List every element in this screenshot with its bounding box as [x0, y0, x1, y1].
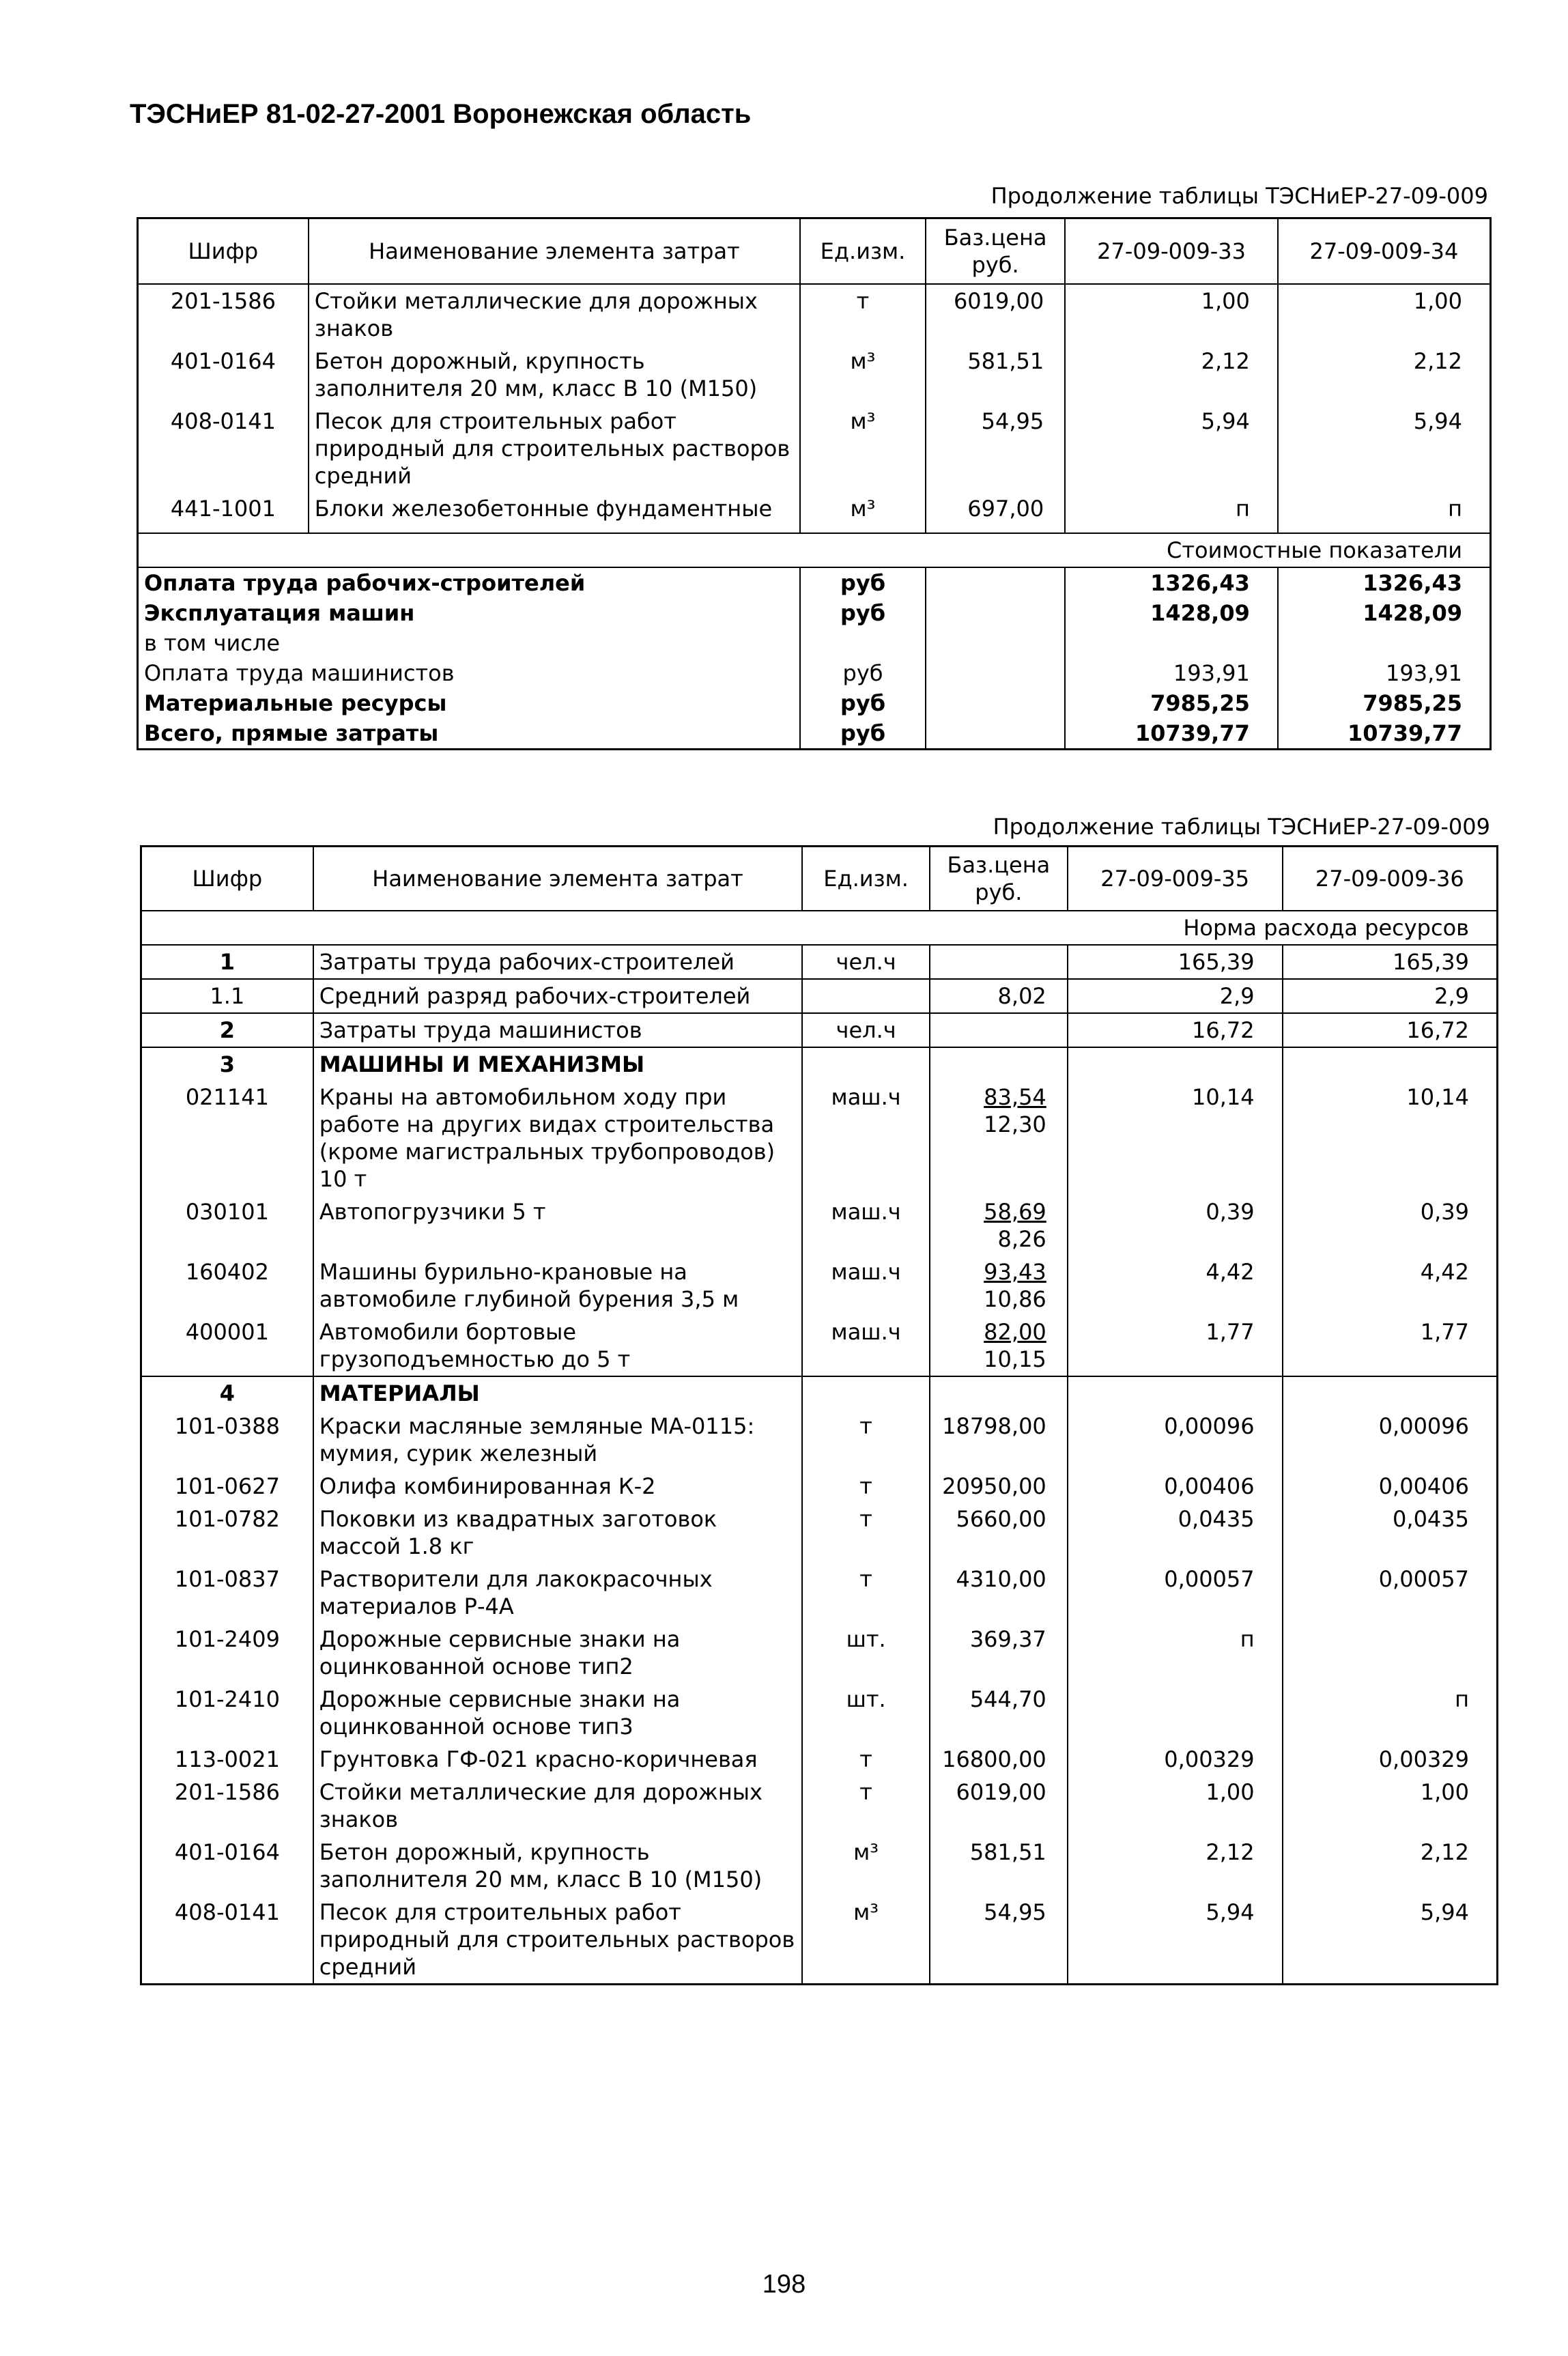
value-a-cell: 1,00	[1068, 1776, 1283, 1836]
value-a-cell	[1068, 1683, 1283, 1743]
table-row	[141, 1503, 1498, 1563]
value-a-cell: 1,00	[1065, 284, 1278, 345]
value-b-cell	[1283, 1623, 1498, 1683]
unit-cell: руб	[800, 718, 926, 750]
code-cell: 021141	[141, 1081, 313, 1195]
base-price-secondary: 10,15	[984, 1346, 1046, 1372]
name-cell: Грунтовка ГФ-021 красно-коричневая	[313, 1743, 802, 1776]
unit-cell: т	[802, 1776, 930, 1836]
value-a-cell: 193,91	[1065, 658, 1278, 688]
table-row	[141, 1470, 1498, 1503]
cost-indicators-label: Стоимостные показатели	[138, 533, 1491, 567]
table2-caption: Продолжение таблицы ТЭСНиЕР-27-09-009	[993, 814, 1490, 840]
value-a-cell: 5,94	[1065, 405, 1278, 492]
code-cell: 101-2410	[141, 1683, 313, 1743]
value-b-cell: 2,12	[1283, 1836, 1498, 1896]
code-cell: 101-0837	[141, 1563, 313, 1623]
unit-cell: маш.ч	[802, 1316, 930, 1376]
value-b-cell: 2,12	[1278, 345, 1491, 405]
code-cell: 101-0627	[141, 1470, 313, 1503]
price-cell	[930, 945, 1068, 979]
name-cell: Краны на автомобильном ходу при работе на других видах строительства (кроме магистральных трубопроводов) 10 т	[313, 1081, 802, 1195]
price-cell: 54,95	[930, 1896, 1068, 1985]
value-b-cell: 10,14	[1283, 1081, 1498, 1195]
norm-label: Норма расхода ресурсов	[141, 911, 1498, 945]
unit-cell: т	[802, 1563, 930, 1623]
unit-cell: руб	[800, 688, 926, 718]
code-cell: 401-0164	[138, 345, 309, 405]
value-a-cell	[1068, 1047, 1283, 1081]
value-b-cell: 10739,77	[1278, 718, 1491, 750]
table-row	[141, 1563, 1498, 1623]
value-a-cell: 2,9	[1068, 979, 1283, 1013]
unit-cell: чел.ч	[802, 1013, 930, 1047]
price-cell	[930, 1255, 1068, 1316]
name-cell: Песок для строительных работ природный для строительных растворов средний	[309, 405, 800, 492]
cost-name-cell: Материальные ресурсы	[138, 688, 801, 718]
price-cell	[926, 567, 1065, 598]
norm-label-row	[141, 911, 1498, 945]
code-cell: 400001	[141, 1316, 313, 1376]
price-cell: 54,95	[926, 405, 1065, 492]
value-a-cell: 0,0435	[1068, 1503, 1283, 1563]
price-cell: 369,37	[930, 1623, 1068, 1683]
unit-cell: т	[802, 1503, 930, 1563]
unit-cell	[802, 1047, 930, 1081]
name-cell: Машины бурильно-крановые на автомобиле глубиной бурения 3,5 м	[313, 1255, 802, 1316]
value-a-cell: 0,00057	[1068, 1563, 1283, 1623]
cost-row	[138, 567, 1491, 598]
col-unit-header: Ед.изм.	[802, 847, 930, 911]
value-b-cell: 0,00406	[1283, 1470, 1498, 1503]
value-b-cell: 0,0435	[1283, 1503, 1498, 1563]
name-cell: МАТЕРИАЛЫ	[313, 1376, 802, 1410]
value-b-cell: 5,94	[1278, 405, 1491, 492]
value-b-cell: п	[1283, 1683, 1498, 1743]
name-cell: Растворители для лакокрасочных материалов Р-4А	[313, 1563, 802, 1623]
value-a-cell: 1428,09	[1065, 598, 1278, 628]
unit-cell: руб	[800, 658, 926, 688]
unit-cell	[800, 628, 926, 658]
value-b-cell	[1278, 628, 1491, 658]
unit-cell: т	[802, 1470, 930, 1503]
table-row	[141, 1683, 1498, 1743]
base-price: 58,69	[984, 1198, 1046, 1225]
table-row	[141, 1047, 1498, 1081]
unit-cell: маш.ч	[802, 1081, 930, 1195]
unit-cell: т	[802, 1410, 930, 1470]
name-cell: Автомобили бортовые грузоподъемностью до 5 т	[313, 1316, 802, 1376]
price-cell	[930, 1376, 1068, 1410]
code-cell: 408-0141	[138, 405, 309, 492]
price-cell	[926, 658, 1065, 688]
name-cell: Краски масляные земляные МА-0115: мумия, сурик железный	[313, 1410, 802, 1470]
table1-caption: Продолжение таблицы ТЭСНиЕР-27-09-009	[990, 183, 1488, 209]
page-number: 198	[762, 2270, 806, 2299]
price-cell: 20950,00	[930, 1470, 1068, 1503]
code-cell: 441-1001	[138, 492, 309, 533]
unit-cell: м³	[800, 405, 926, 492]
unit-cell: м³	[802, 1836, 930, 1896]
price-cell: 697,00	[926, 492, 1065, 533]
table-row	[138, 405, 1491, 492]
table-row	[141, 1255, 1498, 1316]
unit-cell: т	[800, 284, 926, 345]
table-row	[141, 1195, 1498, 1255]
cost-row	[138, 598, 1491, 628]
name-cell: Затраты труда машинистов	[313, 1013, 802, 1047]
value-a-cell: 10739,77	[1065, 718, 1278, 750]
value-b-cell: 1,00	[1278, 284, 1491, 345]
base-price-secondary: 8,26	[997, 1225, 1046, 1252]
price-cell: 4310,00	[930, 1563, 1068, 1623]
price-cell	[930, 1195, 1068, 1255]
code-cell: 401-0164	[141, 1836, 313, 1896]
table-row	[138, 492, 1491, 533]
value-b-cell: 1326,43	[1278, 567, 1491, 598]
unit-cell: м³	[800, 492, 926, 533]
col-b-header: 27-09-009-34	[1278, 218, 1491, 284]
cost-row	[138, 718, 1491, 750]
price-cell	[930, 1316, 1068, 1376]
table-row	[141, 1743, 1498, 1776]
col-a-header: 27-09-009-33	[1065, 218, 1278, 284]
cost-name-cell: в том числе	[138, 628, 801, 658]
code-cell: 2	[141, 1013, 313, 1047]
price-cell: 581,51	[930, 1836, 1068, 1896]
value-b-cell: 0,00329	[1283, 1743, 1498, 1776]
value-a-cell: 1326,43	[1065, 567, 1278, 598]
name-cell: Олифа комбинированная К-2	[313, 1470, 802, 1503]
unit-cell: маш.ч	[802, 1195, 930, 1255]
code-cell: 201-1586	[138, 284, 309, 345]
price-cell: 5660,00	[930, 1503, 1068, 1563]
price-cell	[930, 1013, 1068, 1047]
unit-cell: руб	[800, 567, 926, 598]
cost-name-cell: Всего, прямые затраты	[138, 718, 801, 750]
name-cell: Стойки металлические для дорожных знаков	[313, 1776, 802, 1836]
name-cell: Дорожные сервисные знаки на оцинкованной основе тип3	[313, 1683, 802, 1743]
table-row	[141, 1013, 1498, 1047]
unit-cell: шт.	[802, 1683, 930, 1743]
value-a-cell	[1065, 628, 1278, 658]
name-cell: Затраты труда рабочих-строителей	[313, 945, 802, 979]
name-cell: Блоки железобетонные фундаментные	[309, 492, 800, 533]
name-cell: Песок для строительных работ природный для строительных растворов средний	[313, 1896, 802, 1985]
value-a-cell: 2,12	[1068, 1836, 1283, 1896]
value-b-cell: 7985,25	[1278, 688, 1491, 718]
name-cell: Автопогрузчики 5 т	[313, 1195, 802, 1255]
unit-cell: м³	[802, 1896, 930, 1985]
table-row	[141, 1376, 1498, 1410]
value-b-cell: 5,94	[1283, 1896, 1498, 1985]
cost-name-cell: Оплата труда рабочих-строителей	[138, 567, 801, 598]
value-a-cell: 0,00096	[1068, 1410, 1283, 1470]
value-a-cell: 165,39	[1068, 945, 1283, 979]
name-cell: Бетон дорожный, крупность заполнителя 20 мм, класс В 10 (М150)	[313, 1836, 802, 1896]
code-cell: 160402	[141, 1255, 313, 1316]
unit-cell	[802, 979, 930, 1013]
value-b-cell: 2,9	[1283, 979, 1498, 1013]
col-name-header: Наименование элемента затрат	[309, 218, 800, 284]
code-cell: 1.1	[141, 979, 313, 1013]
code-cell: 201-1586	[141, 1776, 313, 1836]
table-row	[141, 1316, 1498, 1376]
unit-cell	[802, 1376, 930, 1410]
value-b-cell: 1,77	[1283, 1316, 1498, 1376]
value-a-cell: 0,00406	[1068, 1470, 1283, 1503]
name-cell: Средний разряд рабочих-строителей	[313, 979, 802, 1013]
value-b-cell	[1283, 1047, 1498, 1081]
col-b-header: 27-09-009-36	[1283, 847, 1498, 911]
value-a-cell: п	[1068, 1623, 1283, 1683]
value-b-cell: 16,72	[1283, 1013, 1498, 1047]
col-price-header: Баз.цена руб.	[930, 847, 1068, 911]
value-a-cell: 0,39	[1068, 1195, 1283, 1255]
table-row	[141, 1836, 1498, 1896]
price-cell: 16800,00	[930, 1743, 1068, 1776]
code-cell: 3	[141, 1047, 313, 1081]
unit-cell: чел.ч	[802, 945, 930, 979]
table-row	[141, 1081, 1498, 1195]
value-b-cell: 0,00096	[1283, 1410, 1498, 1470]
price-cell	[930, 1047, 1068, 1081]
table-row	[141, 1776, 1498, 1836]
col-code-header: Шифр	[141, 847, 313, 911]
price-cell: 6019,00	[926, 284, 1065, 345]
name-cell: Бетон дорожный, крупность заполнителя 20 мм, класс В 10 (М150)	[309, 345, 800, 405]
table-row	[138, 284, 1491, 345]
price-cell: 8,02	[930, 979, 1068, 1013]
code-cell: 4	[141, 1376, 313, 1410]
base-price: 83,54	[984, 1083, 1046, 1110]
name-cell: Поковки из квадратных заготовок массой 1.8 кг	[313, 1503, 802, 1563]
unit-cell: м³	[800, 345, 926, 405]
cost-name-cell: Эксплуатация машин	[138, 598, 801, 628]
unit-cell: маш.ч	[802, 1255, 930, 1316]
price-cell	[926, 598, 1065, 628]
value-b-cell: 0,00057	[1283, 1563, 1498, 1623]
col-price-header: Баз.цена руб.	[926, 218, 1065, 284]
code-cell: 030101	[141, 1195, 313, 1255]
name-cell: Дорожные сервисные знаки на оцинкованной основе тип2	[313, 1623, 802, 1683]
cost-name-cell: Оплата труда машинистов	[138, 658, 801, 688]
code-cell: 408-0141	[141, 1896, 313, 1985]
value-a-cell: 10,14	[1068, 1081, 1283, 1195]
cost-label-row	[138, 533, 1491, 567]
value-a-cell: 0,00329	[1068, 1743, 1283, 1776]
value-b-cell: 1,00	[1283, 1776, 1498, 1836]
price-cell	[930, 1081, 1068, 1195]
resource-table-2	[140, 845, 1498, 1985]
value-b-cell	[1283, 1376, 1498, 1410]
value-a-cell: 7985,25	[1065, 688, 1278, 718]
price-cell: 544,70	[930, 1683, 1068, 1743]
value-a-cell: п	[1065, 492, 1278, 533]
price-cell	[926, 718, 1065, 750]
value-a-cell	[1068, 1376, 1283, 1410]
code-cell: 1	[141, 945, 313, 979]
unit-cell: шт.	[802, 1623, 930, 1683]
value-b-cell: п	[1278, 492, 1491, 533]
col-code-header: Шифр	[138, 218, 309, 284]
code-cell: 101-2409	[141, 1623, 313, 1683]
price-cell: 18798,00	[930, 1410, 1068, 1470]
table-row	[141, 1623, 1498, 1683]
table-row	[138, 345, 1491, 405]
base-price: 93,43	[984, 1258, 1046, 1285]
value-a-cell: 1,77	[1068, 1316, 1283, 1376]
base-price-secondary: 12,30	[984, 1111, 1046, 1137]
value-b-cell: 193,91	[1278, 658, 1491, 688]
code-cell: 113-0021	[141, 1743, 313, 1776]
code-cell: 101-0782	[141, 1503, 313, 1563]
value-b-cell: 4,42	[1283, 1255, 1498, 1316]
page-title: ТЭСНиЕР 81-02-27-2001 Воронежская область	[130, 99, 752, 129]
price-cell: 6019,00	[930, 1776, 1068, 1836]
name-cell: Стойки металлические для дорожных знаков	[309, 284, 800, 345]
cost-row	[138, 658, 1491, 688]
value-b-cell: 0,39	[1283, 1195, 1498, 1255]
base-price: 82,00	[984, 1318, 1046, 1345]
unit-cell: т	[802, 1743, 930, 1776]
cost-row	[138, 688, 1491, 718]
price-cell	[926, 688, 1065, 718]
value-a-cell: 5,94	[1068, 1896, 1283, 1985]
col-name-header: Наименование элемента затрат	[313, 847, 802, 911]
value-b-cell: 165,39	[1283, 945, 1498, 979]
price-cell	[926, 628, 1065, 658]
col-unit-header: Ед.изм.	[800, 218, 926, 284]
value-a-cell: 2,12	[1065, 345, 1278, 405]
name-cell: МАШИНЫ И МЕХАНИЗМЫ	[313, 1047, 802, 1081]
table-row	[141, 945, 1498, 979]
price-cell: 581,51	[926, 345, 1065, 405]
table-row	[141, 1410, 1498, 1470]
table-row	[141, 979, 1498, 1013]
value-a-cell: 16,72	[1068, 1013, 1283, 1047]
value-a-cell: 4,42	[1068, 1255, 1283, 1316]
cost-row	[138, 628, 1491, 658]
value-b-cell: 1428,09	[1278, 598, 1491, 628]
col-a-header: 27-09-009-35	[1068, 847, 1283, 911]
table-row	[141, 1896, 1498, 1985]
base-price-secondary: 10,86	[984, 1286, 1046, 1312]
unit-cell: руб	[800, 598, 926, 628]
resource-table-1	[137, 217, 1492, 750]
code-cell: 101-0388	[141, 1410, 313, 1470]
